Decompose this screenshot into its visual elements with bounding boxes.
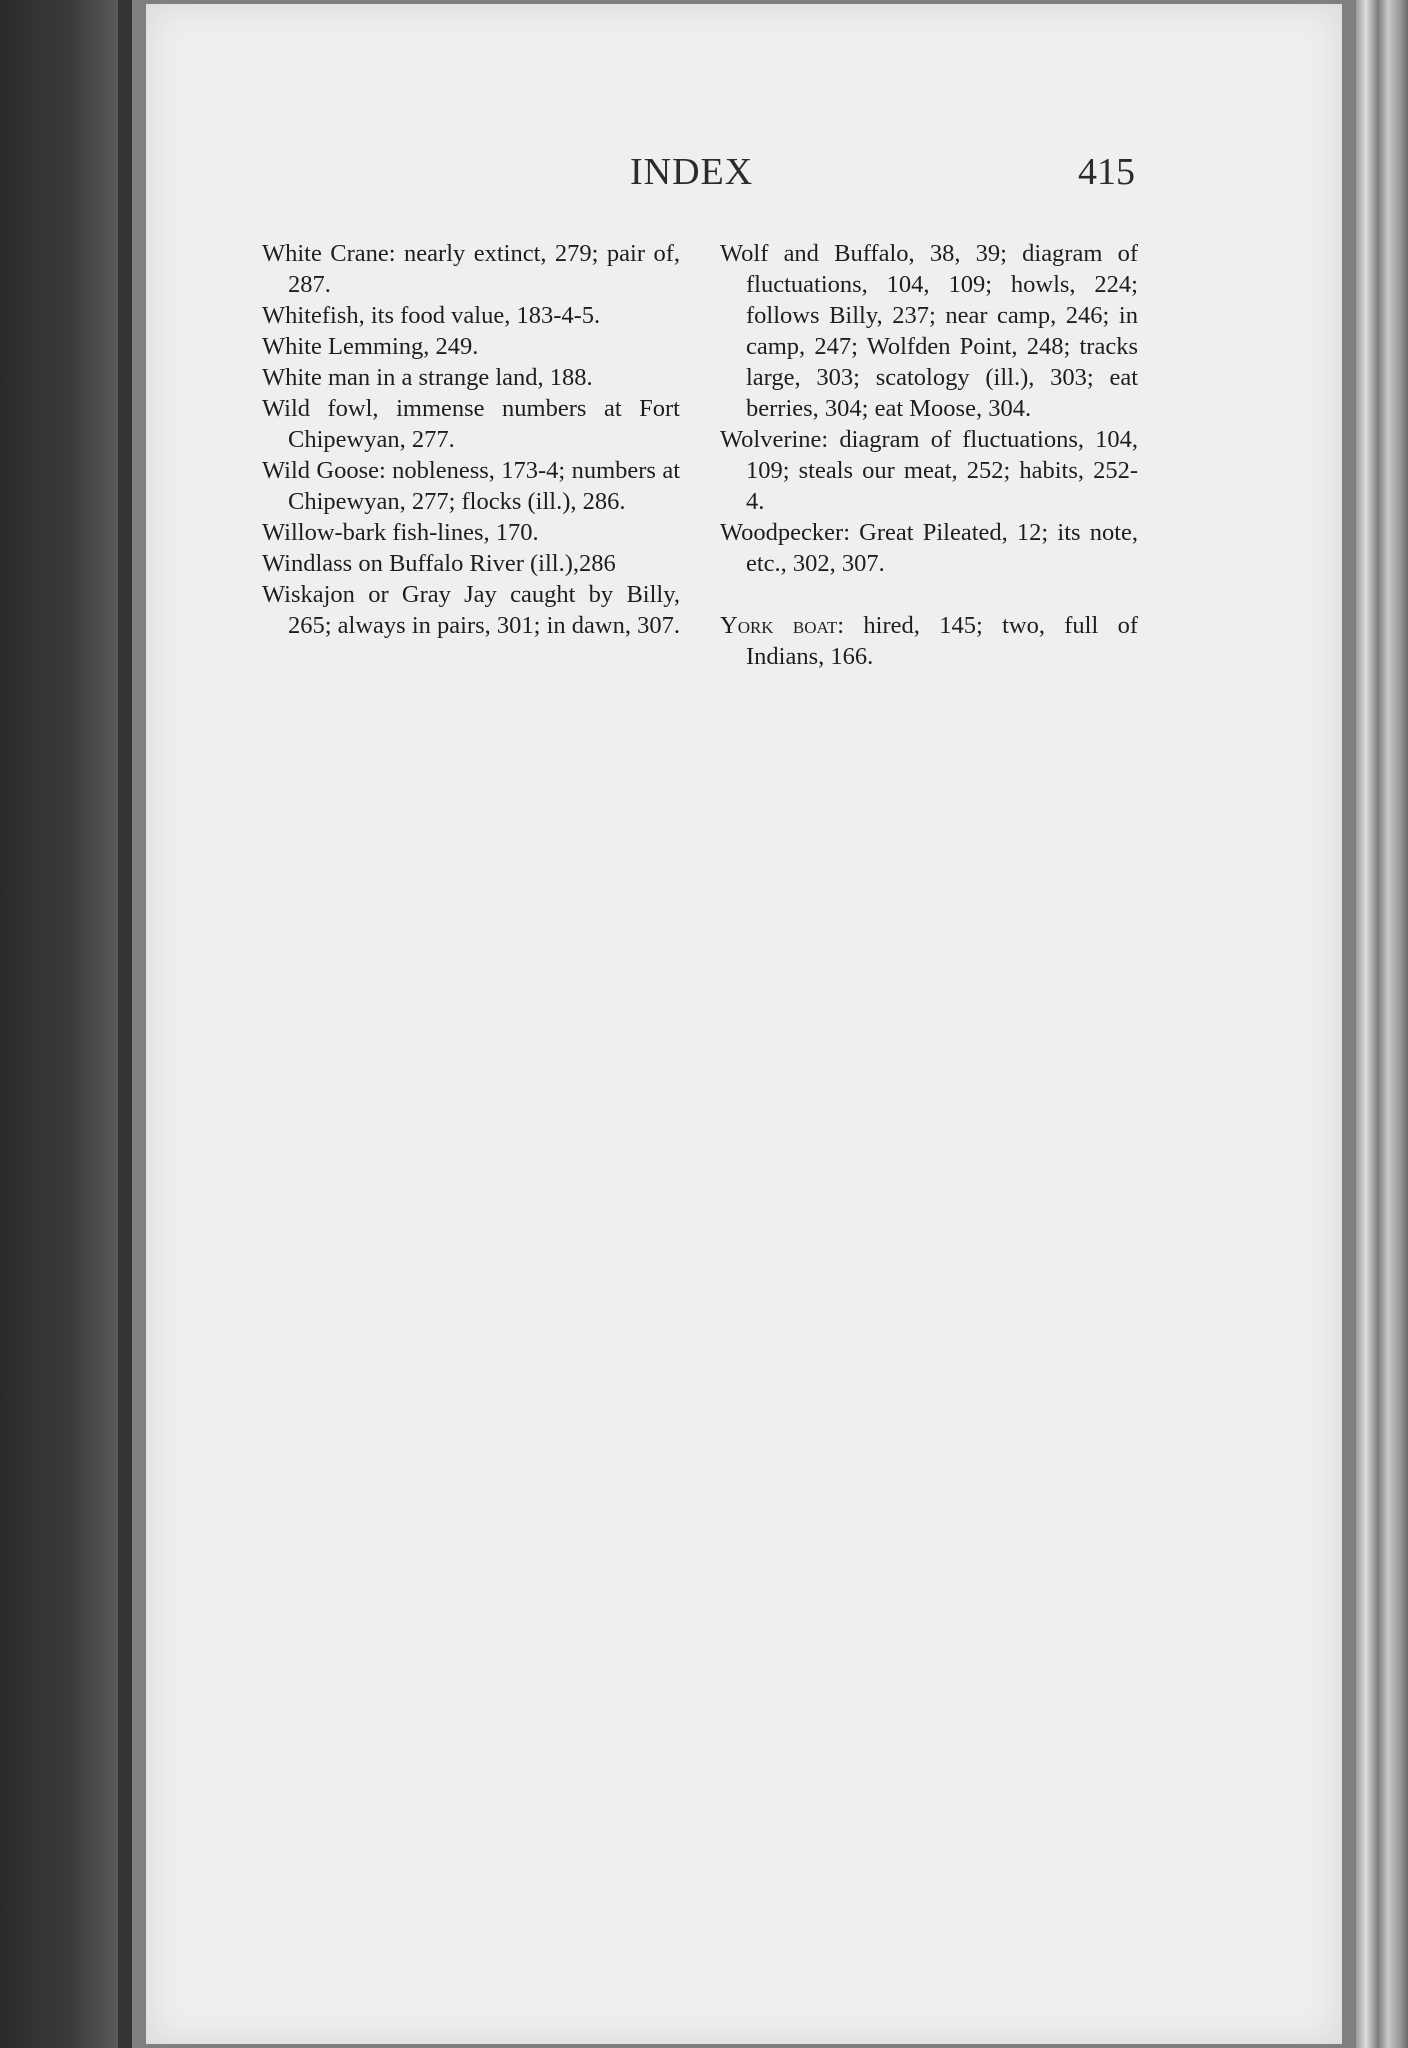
book-spine-shadow — [0, 0, 132, 2048]
letter-section-gap — [720, 579, 1138, 610]
index-entry: Wolf and Buffalo, 38, 39; diagram of fluctuations, 104, 109; howls, 224; follows Billy, 237; near camp, 246; in camp, 247; Wolfden Point, 248; tracks large, 303; scatology (ill.), 303; eat berries, 304; eat Moose, 304. — [720, 240, 1138, 422]
index-entry: Whitefish, its food value, 183-4-5. — [262, 302, 601, 329]
index-entry: Wild fowl, immense numbers at Fort Chipewyan, 277. — [262, 395, 680, 453]
index-entry: Wolverine: diagram of fluctuations, 104, 109; steals our meat, 252; habits, 252-4. — [720, 426, 1138, 515]
page-stack-edge — [1356, 0, 1408, 2048]
index-entry: Woodpecker: Great Pileated, 12; its note, etc., 302, 307. — [720, 519, 1138, 577]
index-entry-york-boat — [720, 610, 1138, 672]
page-number: 415 — [1078, 151, 1135, 193]
index-entry-text: : hired, 145; two, full of Indians, 166. — [746, 612, 1138, 670]
index-entry: White Crane: nearly extinct, 279; pair of, 287. — [262, 240, 680, 298]
index-entry: White Lemming, 249. — [262, 333, 479, 360]
index-entry-heading: York boat — [720, 612, 838, 639]
index-entry: Windlass on Buffalo River (ill.),286 — [262, 550, 616, 577]
index-entry: Wiskajon or Gray Jay caught by Billy, 265; always in pairs, 301; in dawn, 307. — [262, 581, 680, 639]
index-entry: White man in a strange land, 188. — [262, 364, 593, 391]
index-column-right — [720, 238, 1138, 672]
index-entry: Wild Goose: nobleness, 173-4; numbers at Chipewyan, 277; flocks (ill.), 286. — [262, 457, 680, 515]
index-column-left — [262, 238, 680, 641]
page-gutter-line — [118, 0, 132, 2048]
running-head-title: INDEX — [630, 151, 754, 193]
index-entry: Willow-bark fish-lines, 170. — [262, 519, 539, 546]
